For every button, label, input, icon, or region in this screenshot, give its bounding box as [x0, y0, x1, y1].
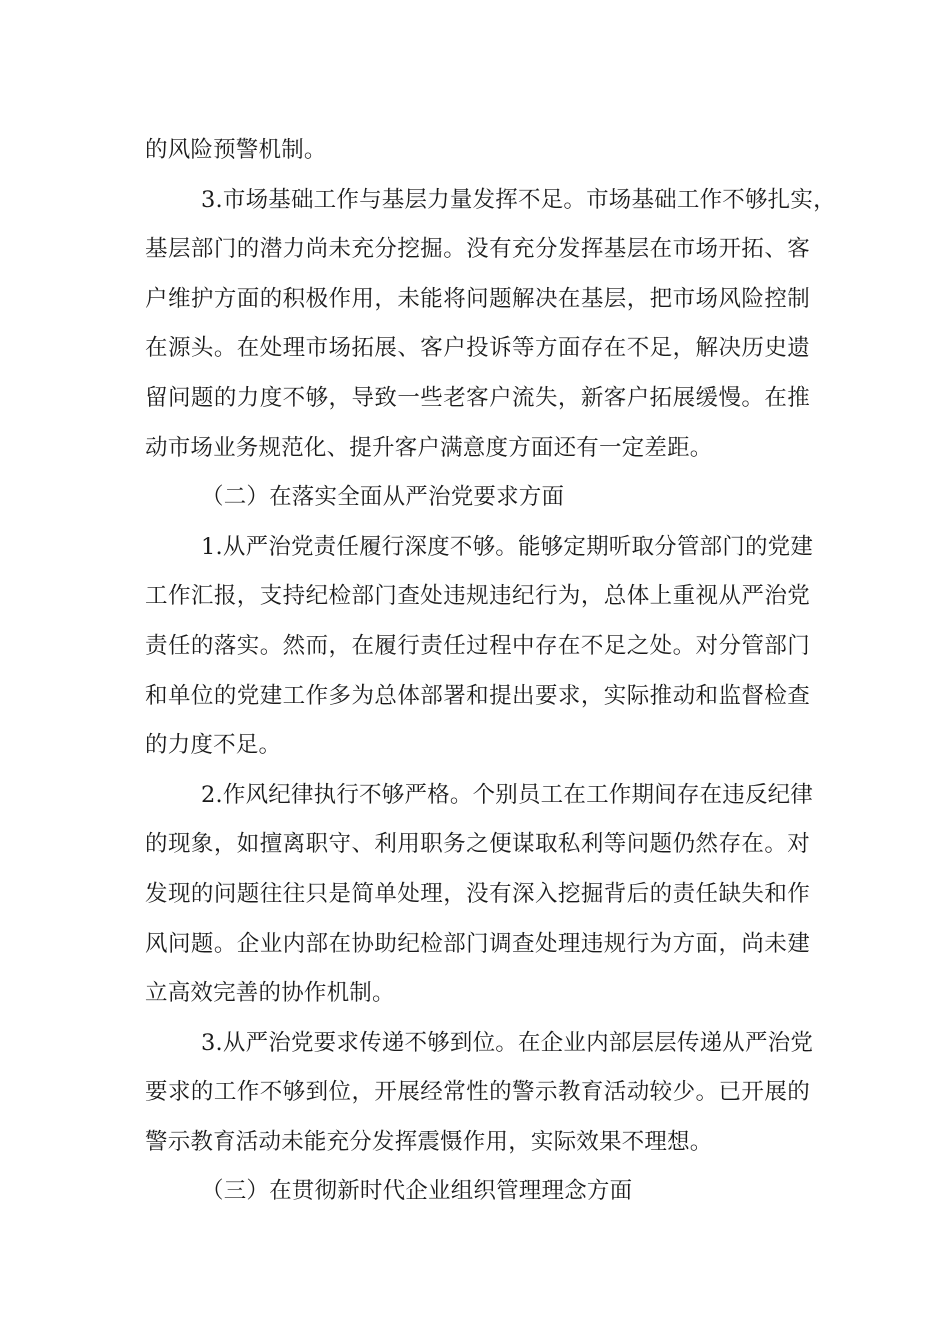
text-line: 责任的落实。然而，在履行责任过程中存在不足之处。对分管部门 [145, 632, 810, 659]
section-heading: （二）在落实全面从严治党要求方面 [201, 484, 565, 511]
document-body [145, 126, 836, 1217]
text-line: 要求的工作不够到位，开展经常性的警示教育活动较少。已开展的 [145, 1079, 810, 1106]
text-line: 风问题。企业内部在协助纪检部门调查处理违规行为方面，尚未建 [145, 930, 810, 957]
text-line: 留问题的力度不够，导致一些老客户流失，新客户拓展缓慢。在推 [145, 384, 810, 411]
text-line: 和单位的党建工作多为总体部署和提出要求，实际推动和监督检查 [145, 682, 810, 709]
text-line: 工作汇报，支持纪检部门查处违规违纪行为，总体上重视从严治党 [145, 583, 810, 610]
paragraph-start: 2.作风纪律执行不够严格。个别员工在工作期间存在违反纪律 [201, 781, 814, 808]
text-line: 动市场业务规范化、提升客户满意度方面还有一定差距。 [145, 434, 713, 461]
text-line: 发现的问题往往只是简单处理，没有深入挖掘背后的责任缺失和作 [145, 880, 810, 907]
text-line: 在源头。在处理市场拓展、客户投诉等方面存在不足，解决历史遗 [145, 335, 810, 362]
paragraph-start: 1.从严治党责任履行深度不够。能够定期听取分管部门的党建 [201, 533, 814, 560]
section-heading: （三）在贯彻新时代企业组织管理理念方面 [201, 1178, 633, 1205]
text-line: 的力度不足。 [145, 732, 282, 759]
text-line: 立高效完善的协作机制。 [145, 980, 395, 1007]
paragraph-start: 3.从严治党要求传递不够到位。在企业内部层层传递从严治党 [201, 1029, 814, 1056]
text-line: 户维护方面的积极作用，未能将问题解决在基层，把市场风险控制 [145, 285, 810, 312]
text-line: 基层部门的潜力尚未充分挖掘。没有充分发挥基层在市场开拓、客 [145, 236, 810, 263]
text-line: 的风险预警机制。 [145, 137, 327, 163]
text-line: 警示教育活动未能充分发挥震慑作用，实际效果不理想。 [145, 1128, 713, 1155]
paragraph-start: 3.市场基础工作与基层力量发挥不足。市场基础工作不够扎实， [201, 186, 836, 213]
text-line: 的现象，如擅离职守、利用职务之便谋取私利等问题仍然存在。对 [145, 831, 810, 858]
